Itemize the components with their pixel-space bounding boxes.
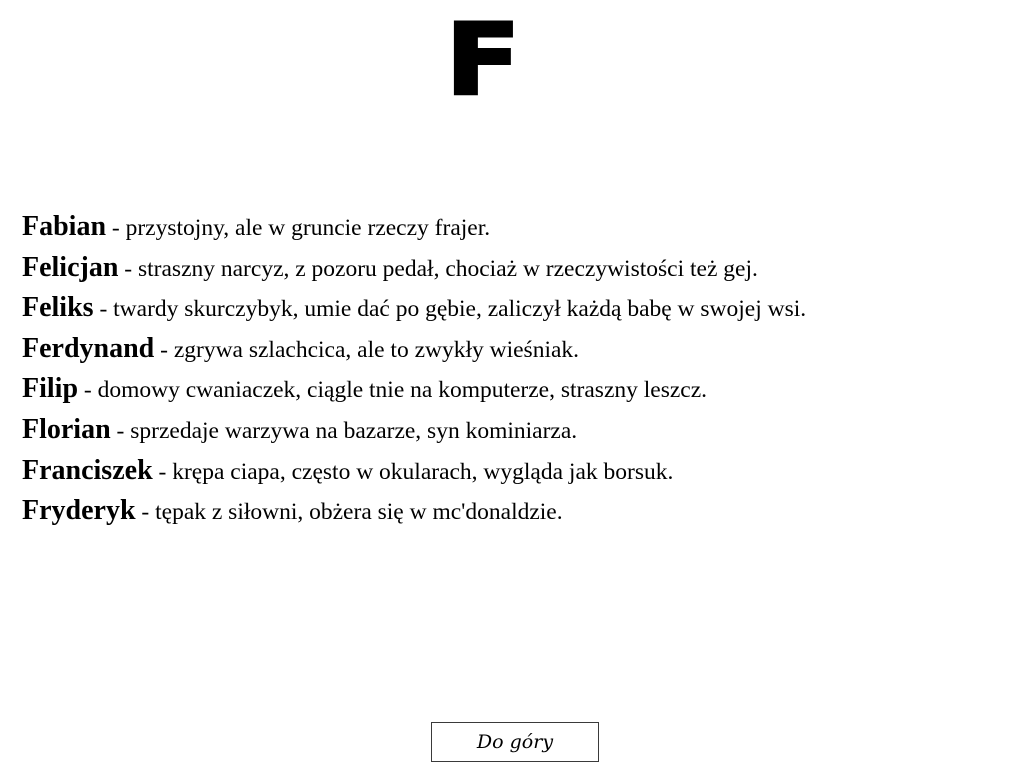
list-item [22,369,1022,410]
list-item [22,451,1022,492]
list-item [22,288,1022,329]
entry-description: - zgrywa szlachcica, ale to zwykły wieśniak. [154,336,580,363]
entry-name: Filip [22,373,79,405]
entry-name: Fryderyk [22,495,136,527]
list-item [22,329,1022,370]
entry-name: Florian [22,413,111,445]
entry-description: - przystojny, ale w gruncie rzeczy frajer. [106,215,491,241]
entry-name: Fabian [22,211,107,242]
section-letter-heading: F [445,4,521,118]
entry-name: Felicjan [22,251,119,283]
entry-description: - tępak z siłowni, obżera się w mc'donaldzie. [135,499,563,526]
entry-name: Feliks [22,292,94,324]
entry-name: Ferdynand [22,332,155,364]
entry-description: - sprzedaje warzywa na bazarze, syn kominiarza. [110,417,578,444]
entry-description: - straszny narcyz, z pozoru pedał, chociaż w rzeczywistości też gej. [118,255,758,282]
back-to-top-button[interactable]: Do góry [431,722,599,762]
list-item [22,207,1022,248]
entry-name: Franciszek [22,454,153,486]
entry-description: - krępa ciapa, często w okularach, wygląda jak borsuk. [152,458,674,485]
list-item [22,491,1022,532]
entry-description: - domowy cwaniaczek, ciągle tnie na komputerze, straszny leszcz. [78,377,708,404]
entry-description: - twardy skurczybyk, umie dać po gębie, zaliczył każdą babę w swojej wsi. [93,296,807,323]
list-item [22,248,1022,289]
list-item [22,410,1022,451]
name-list [22,207,1022,532]
